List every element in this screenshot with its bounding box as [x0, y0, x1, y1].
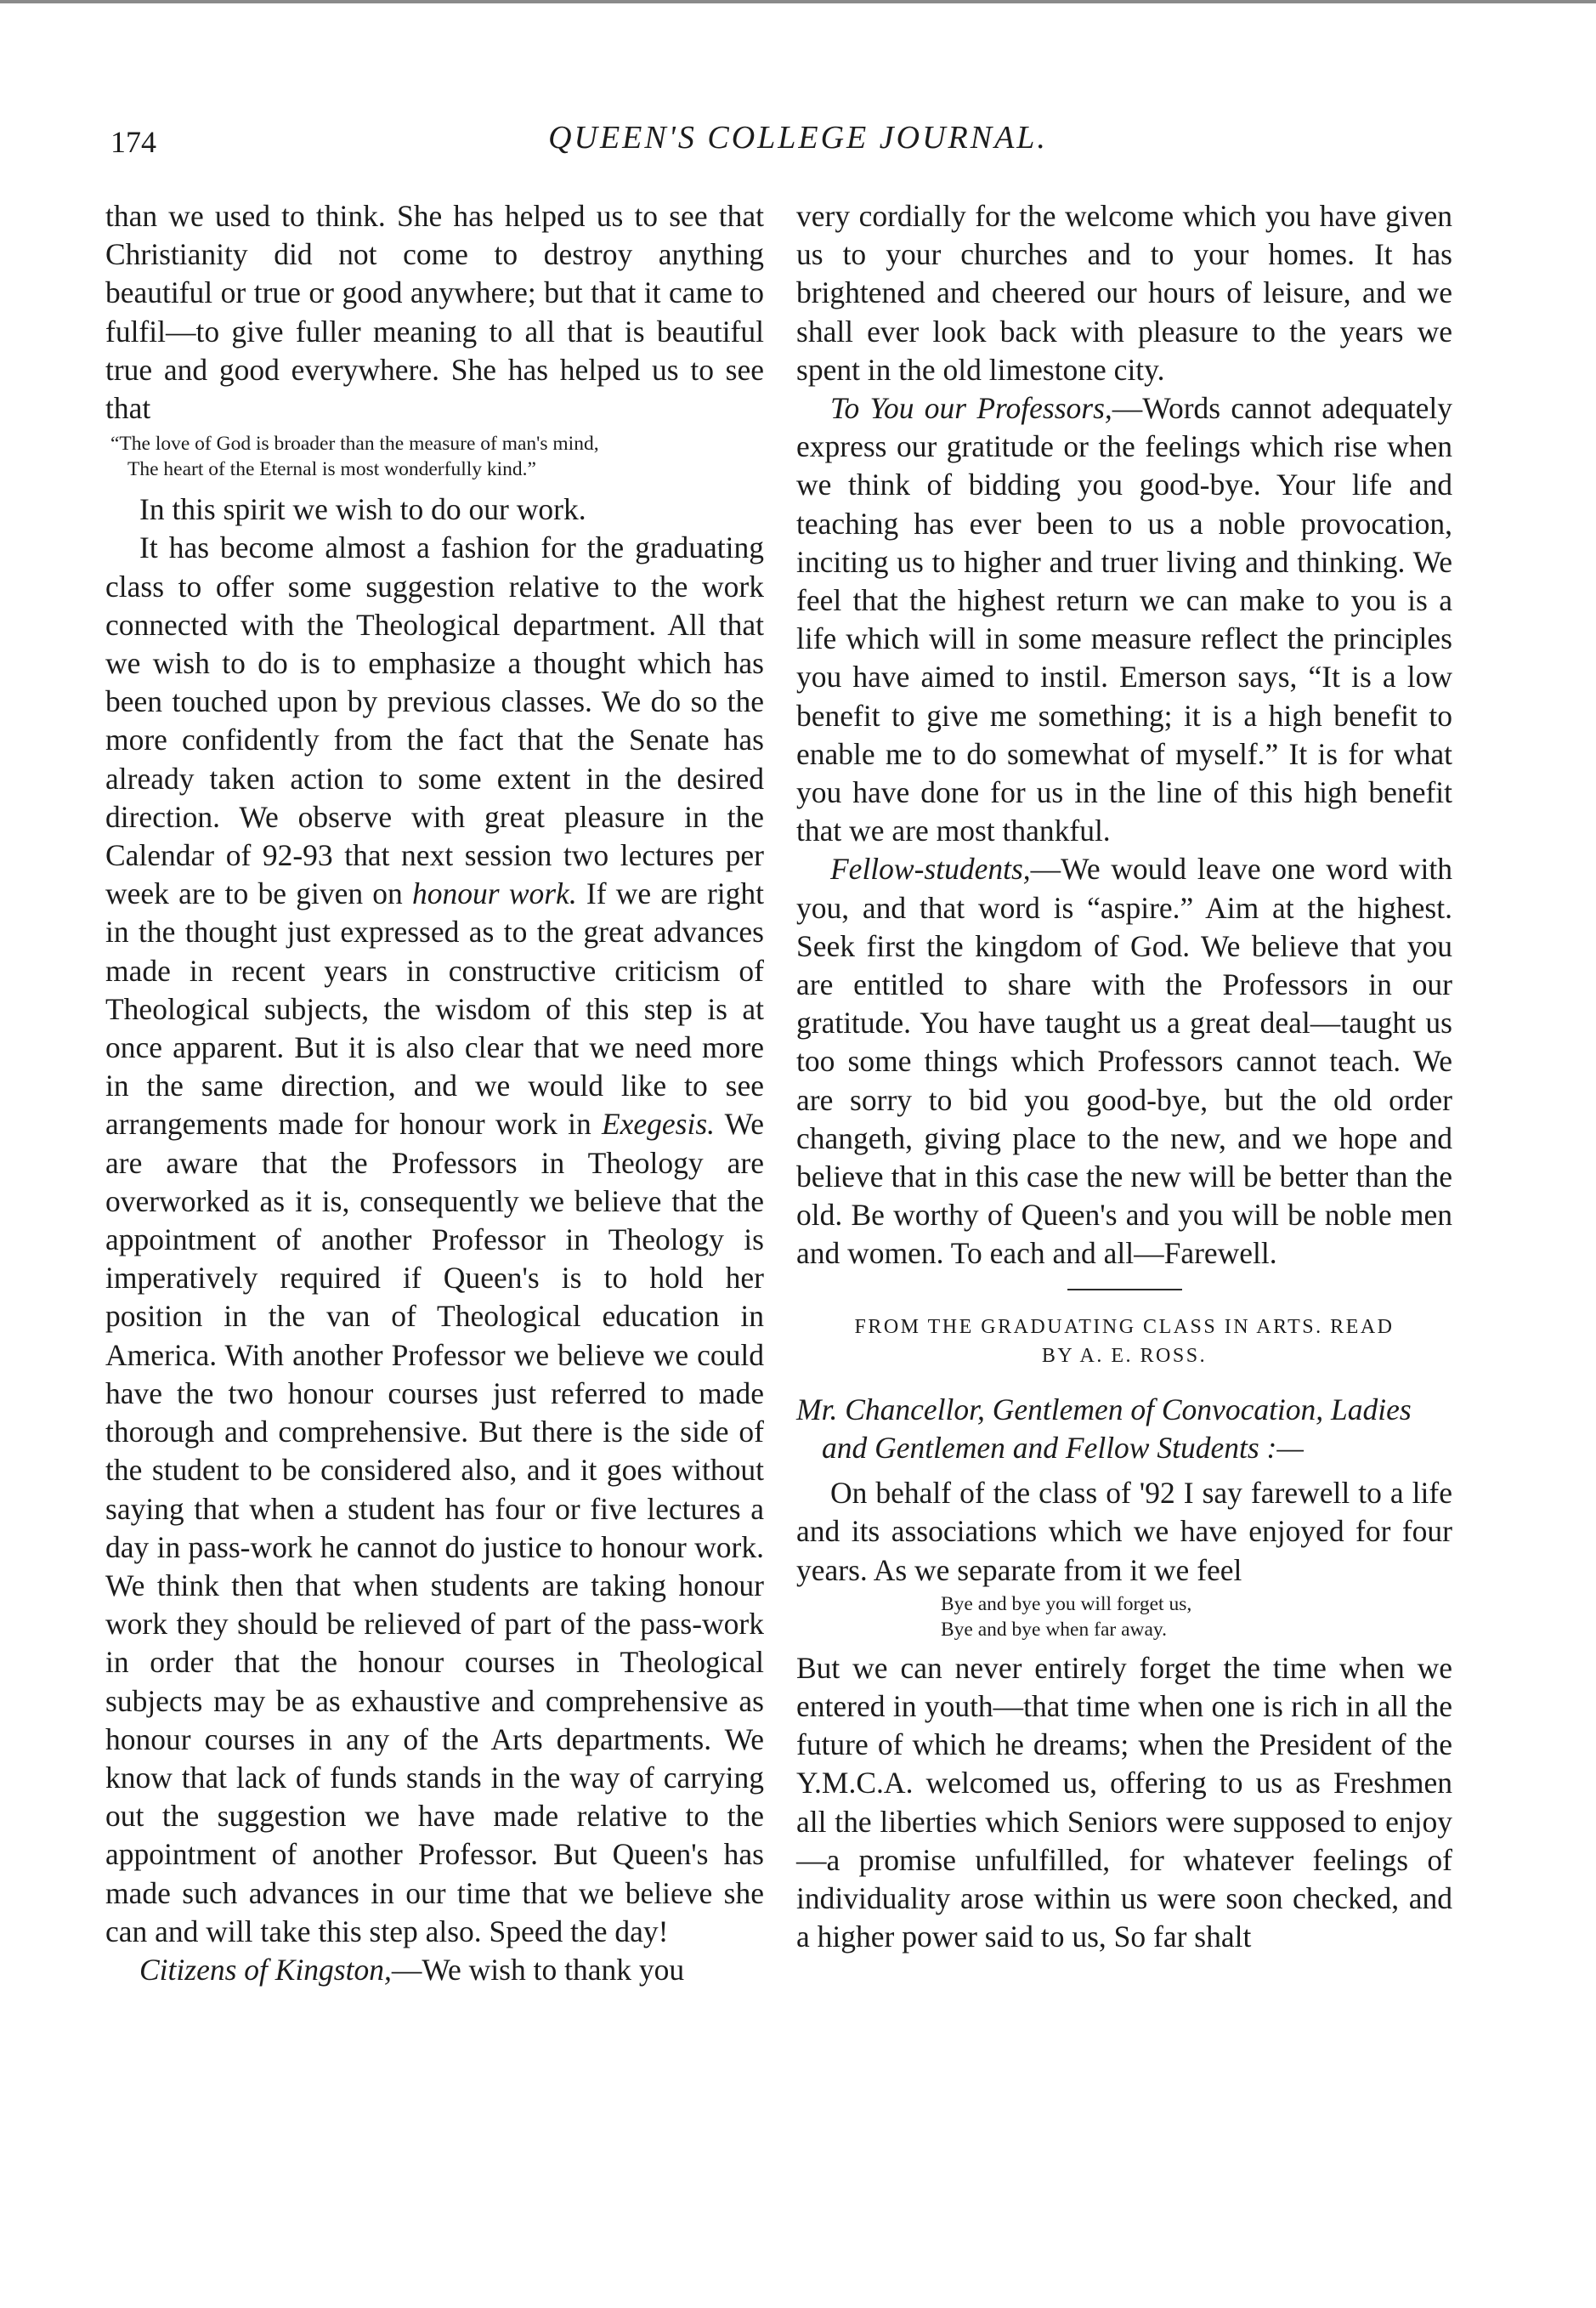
paragraph: In this spirit we wish to do our work. — [139, 492, 586, 527]
top-border — [0, 0, 1596, 3]
italic-phrase: honour work. — [412, 876, 577, 911]
paragraph — [105, 529, 764, 1951]
left-column — [105, 197, 764, 1989]
address-lead: Fellow-students, — [830, 852, 1031, 887]
section-heading — [796, 1313, 1452, 1370]
paragraph: very cordially for the welcome which you have given us to your churches and to your homes. It has brightened and cheered our hours of leisure, and we shall ever look back with pleasure to the years we spent in the old limestone city. — [796, 199, 1452, 387]
verse-quote — [941, 1591, 1452, 1642]
paragraph — [796, 389, 1452, 850]
address-lead: Citizens of Kingston, — [139, 1952, 392, 1987]
paragraph-text: If we are right in the thought just expressed as to the great advances made in recent years in constructive criticism of Theological subjects, the wisdom of this step is at once apparent. But it is also clear that we need more in the same direction, and we would like to see arrangements made for honour work in — [105, 876, 764, 1142]
paragraph-text: We are aware that the Professors in Theology are overworked as it is, consequently we believe that the appointment of another Professor in Theology is imperatively required if Queen's is to hold her position in the van of Theological education in America. With another Professor we believe we could have the two honour courses just referred to made thorough and comprehensive. But there is the side of the student to be considered also, and it goes without saying that when a student has four or five lectures a day in pass-work he cannot do justice to honour work. We think then that when students are taking honour work they should be relieved of part of the pass-work in order that the honour courses in Theological subjects may be as exhaustive and comprehensive as honour courses in any of the Arts departments. We know that lack of funds stands in the way of carrying out the suggestion we have made relative to the appointment of another Professor. But Queen's has made such advances in our time that we believe she can and will take this step also. Speed the day! — [105, 1107, 765, 1948]
block-quote — [105, 431, 764, 482]
paragraph: On behalf of the class of '92 I say farewell to a life and its associations which we have enjoyed for four years. As we separate from it we feel — [796, 1476, 1452, 1587]
paragraph-text: It has become almost a fashion for the graduating class to offer some suggestion relative to the work connected with the Theological department. All that we wish to do is to emphasize a thought which has been touched upon by previous classes. We do so the more confidently from the fact that the Senate has already taken action to some extent in the desired direction. We observe with great pleasure in the Calendar of 92-93 that next session two lectures per week are to be given on — [105, 530, 764, 911]
verse-line: Bye and bye you will forget us, — [941, 1592, 1192, 1615]
section-divider — [1067, 1289, 1182, 1290]
paragraph-text: —We would leave one word with you, and that word is “aspire.” Aim at the highest. Seek first the kingdom of God. We believe that you are entitled to share with the Professors in our gratitude. You have taught us a great deal—taught us too some things which Professors cannot teach. We are sorry to bid you good-bye, but the old order changeth, giving place to the new, and we hope and believe that in this case the new will be better than the old. Be worthy of Queen's and you will be noble men and women. To each and all—Farewell. — [796, 852, 1452, 1271]
right-column — [796, 197, 1452, 1956]
quote-line: “The love of God is broader than the measure of man's mind, — [110, 433, 599, 456]
salutation: Mr. Chancellor, Gentlemen of Convocation, Ladies and Gentlemen and Fellow Students :— — [796, 1392, 1412, 1465]
quote-line: The heart of the Eternal is most wonderfully kind.” — [127, 458, 536, 481]
running-head: QUEEN'S COLLEGE JOURNAL. — [548, 120, 1048, 156]
paragraph — [796, 850, 1452, 1273]
section-heading-line: FROM THE GRADUATING CLASS IN ARTS. READ — [854, 1315, 1395, 1338]
address-lead: To You our Professors, — [830, 391, 1112, 426]
paragraph: But we can never entirely forget the time when we entered in youth—that time when one is rich in all the future of which he dreams; when the President of the Y.M.C.A. welcomed us, offering to us as Freshmen all the liberties which Seniors were supposed to enjoy—a promise unfulfilled, for whatever feelings of individuality arose within us were soon checked, and a higher power said to us, So far shalt — [796, 1650, 1452, 1954]
verse-line: Bye and bye when far away. — [941, 1618, 1168, 1641]
paragraph: than we used to think. She has helped us to see that Christianity did not come to destroy anything beautiful or true or good anywhere; but that it came to fulfil—to give fuller meaning to all that is beautiful true and good everywhere. She has helped us to see that — [105, 199, 764, 426]
paragraph-text: —We wish to thank you — [391, 1952, 685, 1987]
page-number: 174 — [110, 125, 156, 159]
section-heading-line: BY A. E. ROSS. — [1041, 1344, 1208, 1367]
paragraph-text: —Words cannot adequately express our gratitude or the feelings which rise when we think of bidding you good-bye. Your life and teaching has ever been to us a noble provocation, inciting us to higher and truer living and thinking. We feel that the highest return we can make to you is a life which will in some measure reflect the principles you have aimed to instil. Emerson says, “It is a low benefit to give me something; it is a high benefit to enable me to do somewhat of myself.” It is for what you have done for us in the line of this high benefit that we are most thankful. — [796, 391, 1452, 848]
italic-phrase: Exegesis. — [601, 1107, 716, 1142]
paragraph — [105, 1951, 764, 1989]
